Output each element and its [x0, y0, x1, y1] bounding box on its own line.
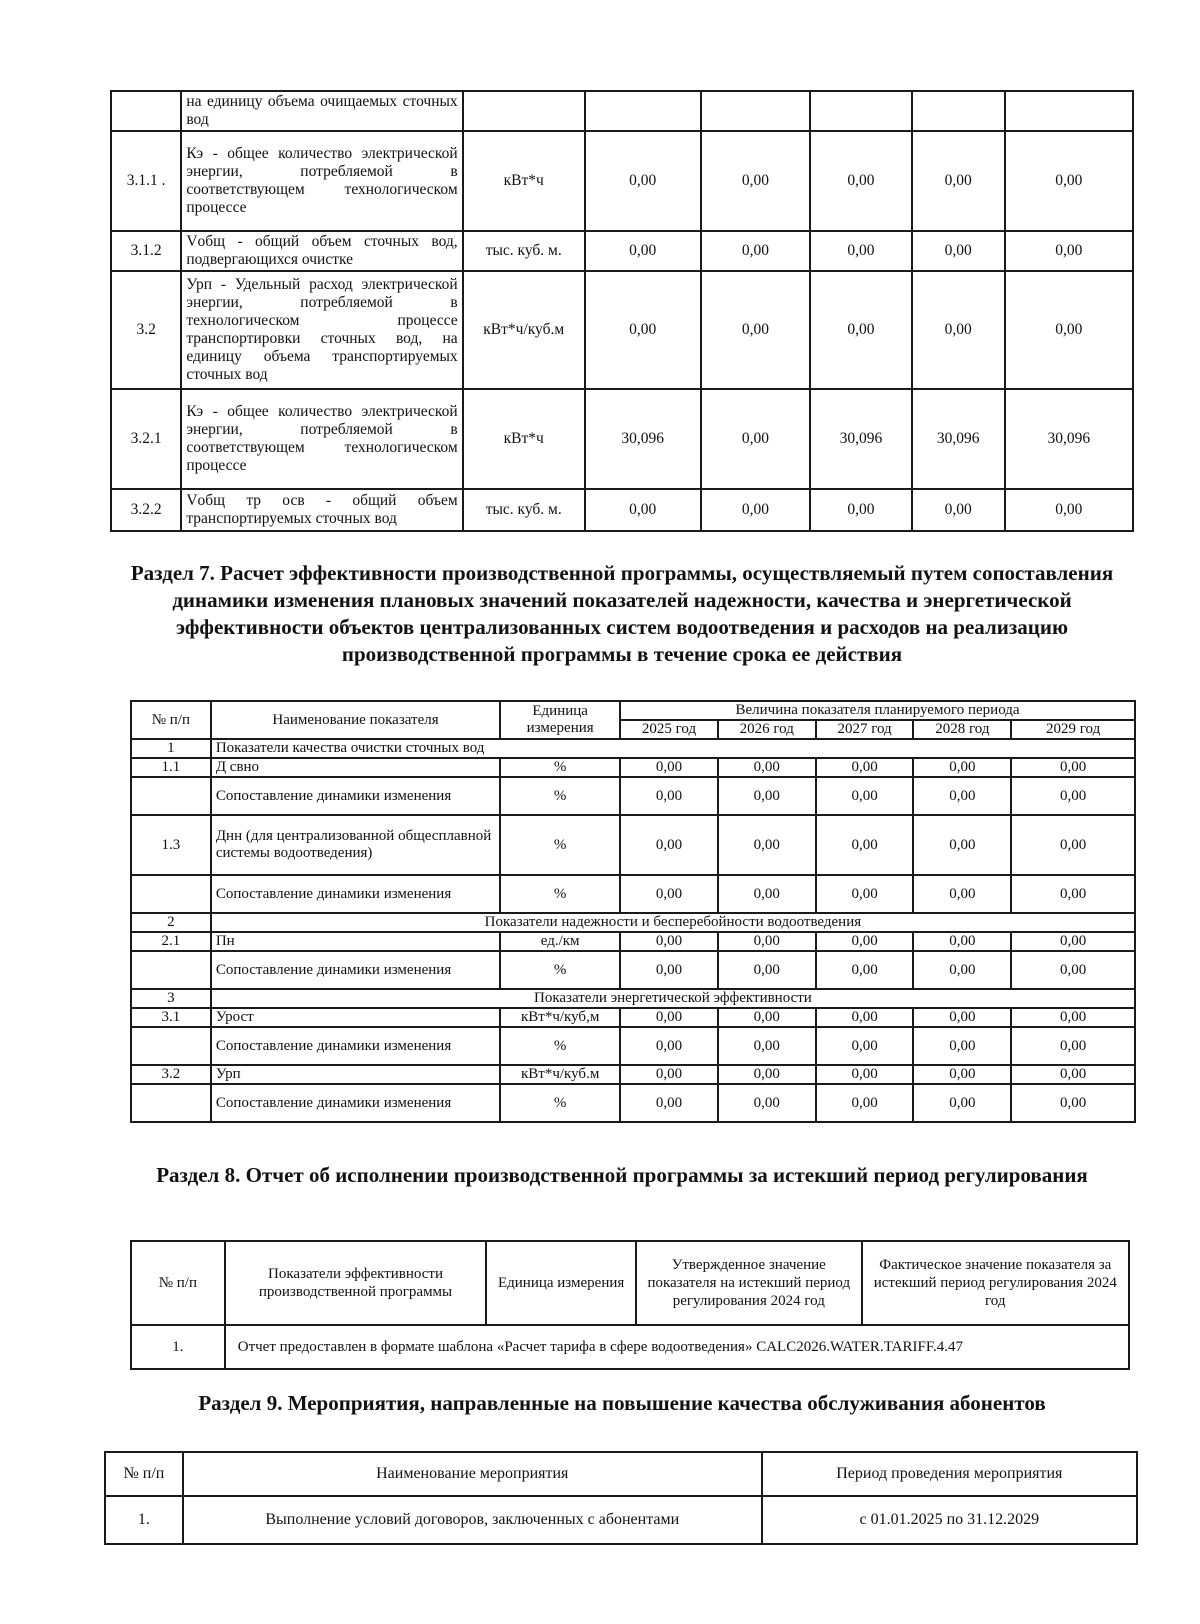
row-unit: кВт*ч [463, 389, 585, 489]
value-2025: 0,00 [620, 815, 718, 875]
row-unit: % [500, 1027, 620, 1065]
table-row [131, 875, 1135, 913]
row-unit: % [500, 815, 620, 875]
row-unit: кВт*ч/куб.м [500, 1065, 620, 1084]
table-row [105, 1496, 1137, 1544]
group-row [131, 913, 1135, 932]
header-year-2027: 2027 год [816, 720, 914, 739]
group-title: Показатели качества очистки сточных вод [211, 739, 1135, 758]
table-row [131, 951, 1135, 989]
header-period: Период проведения мероприятия [762, 1452, 1137, 1496]
value-2026: 0,00 [701, 231, 811, 271]
header-num: № п/п [105, 1452, 183, 1496]
value-2025: 0,00 [620, 1027, 718, 1065]
row-name: Днн (для централизованной общесплавной системы водоотведения) [211, 815, 500, 875]
value-2027: 0,00 [816, 875, 914, 913]
value-2029: 0,00 [1011, 951, 1135, 989]
continuation-table [110, 90, 1134, 532]
value-2028: 0,00 [913, 1027, 1011, 1065]
value-2027: 0,00 [816, 951, 914, 989]
section-7-title: Раздел 7. Расчет эффективности производственной программы, осуществляемый путем сопоставления динамики изменения плановых значений показателей надежности, качества и энергетической эффективности объектов централизованных систем водоотведения и расходов на реализацию производственной программы в течение срока ее действия [130, 561, 1114, 666]
value-2025: 30,096 [585, 389, 701, 489]
header-year-2026: 2026 год [718, 720, 816, 739]
row-number [131, 1084, 211, 1122]
row-unit [463, 91, 585, 131]
value-2027: 0,00 [810, 489, 911, 531]
row-number [131, 1027, 211, 1065]
value-2029: 0,00 [1011, 932, 1135, 951]
row-unit: тыс. куб. м. [463, 489, 585, 531]
activity-name: Выполнение условий договоров, заключенных с абонентами [183, 1496, 762, 1544]
row-number [131, 951, 211, 989]
row-unit: % [500, 1084, 620, 1122]
value-2026: 0,00 [701, 131, 811, 231]
value-2027 [810, 91, 911, 131]
value-2029: 0,00 [1011, 758, 1135, 777]
value-2027: 0,00 [810, 131, 911, 231]
value-2026: 0,00 [701, 389, 811, 489]
row-unit: кВт*ч/куб,м [500, 1008, 620, 1027]
value-2027: 0,00 [816, 932, 914, 951]
row-name: Сопоставление динамики изменения [211, 1027, 500, 1065]
value-2029: 0,00 [1011, 1084, 1135, 1122]
group-row [131, 989, 1135, 1008]
value-2025: 0,00 [620, 951, 718, 989]
value-2028: 0,00 [913, 932, 1011, 951]
value-2028: 0,00 [913, 815, 1011, 875]
table-row [131, 1325, 1129, 1369]
group-number: 2 [131, 913, 211, 932]
value-2025: 0,00 [620, 1065, 718, 1084]
row-unit: кВт*ч/куб.м [463, 271, 585, 389]
row-description: на единицу объема очищаемых сточных вод [181, 91, 462, 131]
value-2026: 0,00 [718, 758, 816, 777]
table-row [131, 1008, 1135, 1027]
report-note: Отчет предоставлен в формате шаблона «Расчет тарифа в сфере водоотведения» CALC2026.WATER.TARIFF.4.47 [225, 1325, 1129, 1369]
row-description: Кэ - общее количество электрической энергии, потребляемой в соответствующем технологическом процессе [181, 131, 462, 231]
value-2027: 0,00 [816, 758, 914, 777]
value-2027: 0,00 [816, 1027, 914, 1065]
table-row [111, 489, 1133, 531]
row-number [111, 91, 181, 131]
value-2026 [701, 91, 811, 131]
header-row [131, 1241, 1129, 1325]
value-2025: 0,00 [620, 758, 718, 777]
row-number: 1. [131, 1325, 225, 1369]
row-unit: % [500, 777, 620, 815]
value-2028: 0,00 [912, 271, 1005, 389]
table-row [131, 1027, 1135, 1065]
row-unit: % [500, 951, 620, 989]
value-2025: 0,00 [585, 231, 701, 271]
row-number: 3.2.1 [111, 389, 181, 489]
value-2026: 0,00 [718, 1065, 816, 1084]
table-row [131, 777, 1135, 815]
value-2026: 0,00 [718, 1027, 816, 1065]
value-2028: 0,00 [912, 131, 1005, 231]
value-2027: 0,00 [816, 1008, 914, 1027]
group-row [131, 739, 1135, 758]
group-title: Показатели надежности и бесперебойности водоотведения [211, 913, 1135, 932]
value-2029: 0,00 [1011, 777, 1135, 815]
table-row [111, 271, 1133, 389]
value-2028: 0,00 [913, 951, 1011, 989]
section-8-table [130, 1240, 1130, 1370]
row-name: Сопоставление динамики изменения [211, 777, 500, 815]
value-2028: 30,096 [912, 389, 1005, 489]
row-number [131, 777, 211, 815]
header-indicators: Показатели эффективности производственной программы [225, 1241, 487, 1325]
value-2026: 0,00 [718, 875, 816, 913]
section-8-title: Раздел 8. Отчет об исполнении производственной программы за истекший период регулирования [156, 1163, 1088, 1187]
activity-period: с 01.01.2025 по 31.12.2029 [762, 1496, 1137, 1544]
row-number: 1. [105, 1496, 183, 1544]
value-2029: 0,00 [1005, 131, 1133, 231]
table-row [131, 815, 1135, 875]
value-2029: 0,00 [1005, 271, 1133, 389]
value-2025: 0,00 [585, 489, 701, 531]
row-number: 3.2 [111, 271, 181, 389]
table-row [111, 231, 1133, 271]
value-2029: 0,00 [1011, 1065, 1135, 1084]
header-row [105, 1452, 1137, 1496]
row-unit: тыс. куб. м. [463, 231, 585, 271]
value-2029 [1005, 91, 1133, 131]
row-description: Vобщ тр осв - общий объем транспортируемых сточных вод [181, 489, 462, 531]
value-2026: 0,00 [701, 489, 811, 531]
row-name: Пн [211, 932, 500, 951]
row-number: 3.1.1 . [111, 131, 181, 231]
group-number: 3 [131, 989, 211, 1008]
section-9-table [104, 1451, 1138, 1545]
table-row [111, 389, 1133, 489]
row-name: Сопоставление динамики изменения [211, 1084, 500, 1122]
value-2028: 0,00 [913, 777, 1011, 815]
header-row [131, 701, 1135, 720]
value-2026: 0,00 [718, 1084, 816, 1122]
row-description: Vобщ - общий объем сточных вод, подвергающихся очистке [181, 231, 462, 271]
value-2029: 0,00 [1011, 875, 1135, 913]
value-2026: 0,00 [701, 271, 811, 389]
table-row [131, 1084, 1135, 1122]
group-number: 1 [131, 739, 211, 758]
value-2027: 0,00 [816, 1084, 914, 1122]
value-2025: 0,00 [620, 1008, 718, 1027]
value-2028: 0,00 [913, 758, 1011, 777]
row-unit: % [500, 875, 620, 913]
value-2025: 0,00 [620, 932, 718, 951]
value-2026: 0,00 [718, 815, 816, 875]
value-2029: 0,00 [1005, 231, 1133, 271]
value-2026: 0,00 [718, 1008, 816, 1027]
row-unit: ед./км [500, 932, 620, 951]
value-2029: 0,00 [1005, 489, 1133, 531]
value-2028: 0,00 [913, 1065, 1011, 1084]
row-name: Урост [211, 1008, 500, 1027]
section-7-table [130, 700, 1136, 1123]
header-approved-value: Утвержденное значение показателя на истекший период регулирования 2024 год [636, 1241, 862, 1325]
row-name: Д свно [211, 758, 500, 777]
row-name: Сопоставление динамики изменения [211, 875, 500, 913]
value-2027: 0,00 [810, 271, 911, 389]
table-row [131, 932, 1135, 951]
row-description: Кэ - общее количество электрической энергии, потребляемой в соответствующем технологическом процессе [181, 389, 462, 489]
header-period: Величина показателя планируемого периода [620, 701, 1135, 720]
value-2025: 0,00 [620, 777, 718, 815]
table-row [131, 758, 1135, 777]
value-2029: 30,096 [1005, 389, 1133, 489]
value-2027: 0,00 [810, 231, 911, 271]
value-2028 [912, 91, 1005, 131]
row-unit: кВт*ч [463, 131, 585, 231]
value-2029: 0,00 [1011, 1008, 1135, 1027]
section-9-title: Раздел 9. Мероприятия, направленные на повышение качества обслуживания абонентов [198, 1391, 1046, 1415]
row-number: 3.2.2 [111, 489, 181, 531]
row-name: Урп [211, 1065, 500, 1084]
value-2027: 30,096 [810, 389, 911, 489]
value-2025 [585, 91, 701, 131]
row-name: Сопоставление динамики изменения [211, 951, 500, 989]
row-number: 3.2 [131, 1065, 211, 1084]
row-unit: % [500, 758, 620, 777]
value-2025: 0,00 [620, 1084, 718, 1122]
header-year-2029: 2029 год [1011, 720, 1135, 739]
header-activity-name: Наименование мероприятия [183, 1452, 762, 1496]
header-year-2028: 2028 год [913, 720, 1011, 739]
value-2025: 0,00 [585, 131, 701, 231]
value-2027: 0,00 [816, 1065, 914, 1084]
header-year-2025: 2025 год [620, 720, 718, 739]
value-2027: 0,00 [816, 777, 914, 815]
value-2029: 0,00 [1011, 815, 1135, 875]
header-num: № п/п [131, 1241, 225, 1325]
row-number [131, 875, 211, 913]
value-2027: 0,00 [816, 815, 914, 875]
value-2028: 0,00 [913, 875, 1011, 913]
group-title: Показатели энергетической эффективности [211, 989, 1135, 1008]
table-row [111, 91, 1133, 131]
header-unit: Единица измерения [500, 701, 620, 739]
header-actual-value: Фактическое значение показателя за истекший период регулирования 2024 год [862, 1241, 1129, 1325]
value-2028: 0,00 [912, 231, 1005, 271]
table-row [111, 131, 1133, 231]
row-number: 1.3 [131, 815, 211, 875]
table-row [131, 1065, 1135, 1084]
value-2028: 0,00 [912, 489, 1005, 531]
row-description: Урп - Удельный расход электрической энергии, потребляемой в технологическом процессе транспортировки сточных вод, на единицу объема транспортируемых сточных вод [181, 271, 462, 389]
value-2026: 0,00 [718, 777, 816, 815]
header-name: Наименование показателя [211, 701, 500, 739]
row-number: 2.1 [131, 932, 211, 951]
value-2028: 0,00 [913, 1008, 1011, 1027]
header-num: № п/п [131, 701, 211, 739]
value-2026: 0,00 [718, 951, 816, 989]
value-2025: 0,00 [620, 875, 718, 913]
value-2029: 0,00 [1011, 1027, 1135, 1065]
row-number: 3.1.2 [111, 231, 181, 271]
row-number: 1.1 [131, 758, 211, 777]
header-unit: Единица измерения [486, 1241, 636, 1325]
value-2025: 0,00 [585, 271, 701, 389]
row-number: 3.1 [131, 1008, 211, 1027]
value-2026: 0,00 [718, 932, 816, 951]
value-2028: 0,00 [913, 1084, 1011, 1122]
